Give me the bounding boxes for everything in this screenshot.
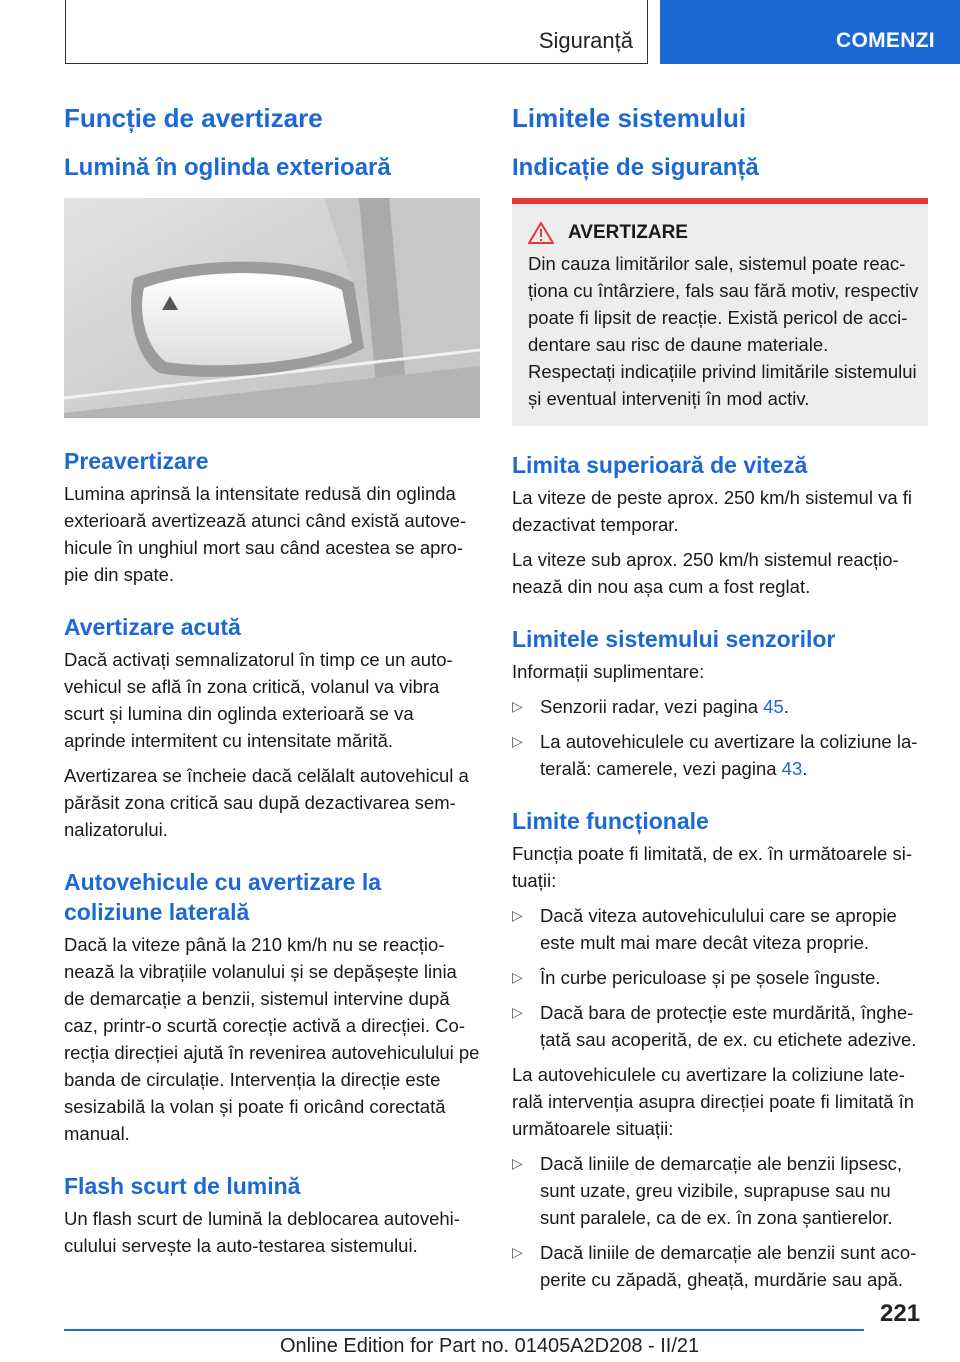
list-item: ▷ În curbe periculoase și pe șosele înguste. bbox=[512, 964, 928, 991]
func-list-2 bbox=[512, 1150, 928, 1293]
footer-divider bbox=[64, 1329, 864, 1331]
list-item: ▷ Dacă viteza autovehiculului care se apropie este mult mai mare decât viteza proprie. bbox=[512, 902, 928, 956]
warning-triangle-icon bbox=[528, 222, 554, 244]
left-column bbox=[64, 100, 480, 1267]
func-list bbox=[512, 902, 928, 1053]
page-number: 221 bbox=[880, 1300, 921, 1327]
left-sections bbox=[64, 446, 480, 1259]
left-title: Funcție de avertizare bbox=[64, 103, 323, 133]
section-paragraph: Avertizarea se încheie dacă celălalt autovehicul a părăsit zona critică sau după dezactivarea semnalizatorului. bbox=[64, 765, 469, 840]
section-heading: Flash scurt de lumină bbox=[64, 1173, 301, 1199]
triangle-bullet-icon: ▷ bbox=[512, 1155, 523, 1171]
list-item: ▷ Dacă liniile de demarcație ale benzii lipsesc, sunt uzate, greu vizibile, suprapuse sau nu sunt paralele, ca de ex. în zona șantierelor. bbox=[512, 1150, 928, 1231]
speed-paragraph: La viteze sub aprox. 250 km/h sistemul reacționează din nou așa cum a fost reglat. bbox=[512, 549, 899, 597]
warning-label: AVERTIZARE bbox=[568, 222, 688, 243]
warning-header bbox=[520, 222, 920, 244]
section-heading: Avertizare acută bbox=[64, 614, 241, 640]
header-section-label: Siguranță bbox=[538, 28, 633, 53]
section-paragraph: Lumina aprinsă la intensitate redusă din oglinda exterioară avertizează atunci când există autovehicule în unghiul mort sau când acestea se apropie din spate. bbox=[64, 483, 467, 585]
footer-edition: Online Edition for Part no. 01405A2D208 - II/21 bbox=[280, 1335, 700, 1357]
list-item: ▷ Senzorii radar, vezi pagina 45. bbox=[512, 693, 928, 720]
triangle-bullet-icon: ▷ bbox=[512, 1004, 523, 1020]
right-title: Limitele sistemului bbox=[512, 103, 747, 133]
func-heading: Limite funcționale bbox=[512, 808, 709, 834]
left-subtitle: Lumină în oglinda exterioară bbox=[64, 154, 391, 181]
page-link[interactable]: 45 bbox=[763, 696, 784, 717]
func-paragraph: La autovehiculele cu avertizare la coliziune laterală intervenția asupra direcției poate fi limitată în următoarele situații: bbox=[512, 1064, 915, 1139]
section-paragraph: Dacă activați semnalizatorul în timp ce un autovehicul se află în zona critică, volanul va vibra scurt și lumina din oglinda exterioară se va aprinde intermitent cu intensitate mărită. bbox=[64, 649, 453, 751]
warning-text: Din cauza limitărilor sale, sistemul poate reacționa cu întârziere, fals sau fără motiv, respectiv poate fi lipsit de reacție. Există pericol de accidentare sau risc de daune materiale. Respectați indicațiile privind limitările sistemului și eventual interveniți în mod activ. bbox=[528, 253, 919, 409]
warning-box bbox=[512, 198, 928, 426]
list-item: ▷ La autovehiculele cu avertizare la coliziune laterală: camerele, vezi pagina 43. bbox=[512, 728, 928, 782]
sensors-intro: Informații suplimentare: bbox=[512, 661, 705, 682]
speed-heading: Limita superioară de viteză bbox=[512, 452, 808, 478]
section-heading: Autovehicule cu avertizare la coliziune laterală bbox=[64, 869, 382, 925]
header-chapter-label: COMENZI bbox=[836, 29, 935, 52]
section-paragraph: Dacă la viteze până la 210 km/h nu se reacționează la vibrațiile volanului și se depășește linia de demarcație a benzii, sistemul intervine după caz, printr-o scurtă corecție activă a direcției. Corecția direcției ajută în revenirea autovehiculului pe banda de circulație. Intervenția la direcție este sesizabilă la volan și poate fi oricând corectată manual. bbox=[64, 934, 480, 1144]
section-paragraph: Un flash scurt de lumină la deblocarea autovehiculului servește la auto-testarea sistemului. bbox=[64, 1208, 460, 1256]
speed-paragraph: La viteze de peste aprox. 250 km/h sistemul va fi dezactivat temporar. bbox=[512, 487, 913, 535]
mirror-illustration bbox=[64, 198, 480, 418]
header-section-box bbox=[65, 0, 648, 64]
list-item: ▷ Dacă liniile de demarcație ale benzii sunt acoperite cu zăpadă, gheață, murdărie sau apă. bbox=[512, 1239, 928, 1293]
section-heading: Preavertizare bbox=[64, 448, 209, 474]
sensors-list bbox=[512, 693, 928, 782]
right-column bbox=[512, 100, 928, 1301]
triangle-bullet-icon: ▷ bbox=[512, 698, 523, 714]
func-intro: Funcția poate fi limitată, de ex. în următoarele situații: bbox=[512, 843, 913, 891]
page-link[interactable]: 43 bbox=[781, 758, 803, 779]
mirror-drawing bbox=[64, 198, 480, 418]
sensors-heading: Limitele sistemului senzorilor bbox=[512, 626, 836, 652]
triangle-bullet-icon: ▷ bbox=[512, 1244, 523, 1260]
triangle-bullet-icon: ▷ bbox=[512, 907, 523, 923]
right-subtitle: Indicație de siguranță bbox=[512, 154, 759, 181]
triangle-bullet-icon: ▷ bbox=[512, 969, 523, 985]
list-item: ▷ Dacă bara de protecție este murdărită, înghețată sau acoperită, de ex. cu etichete adezive. bbox=[512, 999, 928, 1053]
triangle-bullet-icon: ▷ bbox=[512, 733, 523, 749]
header-chapter-tab[interactable] bbox=[660, 0, 960, 64]
